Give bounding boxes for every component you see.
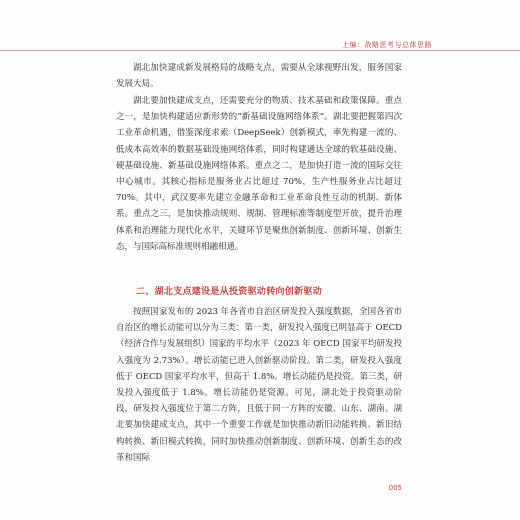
running-header: 上编：战略思考与总体思路	[342, 41, 432, 49]
paragraph: 湖北加快建成新发展格局的战略支点，需要从全球视野出发，服务国家发展大局。	[116, 63, 402, 90]
paragraph: 按照国家发布的 2023 年各省市自治区研发投入强度数据，全国各省市自治区的增长动能可以分为三类：第一类，研发投入强度已明显高于 OECD（经济合作与发展组织）国家的平均水平（2023 年 OECD 国家平均研发投入强度为 2.73%）。增长动能已进入创新驱动阶段。第二类，研发投入强度低于 OECD 国家平均水平，但高于 1.8%。增长动能仍是投资。第三类，研发投入强度低于 1.8%。增长动能仍是资源。可见，湖北处于投资驱动阶段，研发投入强度位于第二方阵，且低于同一方阵的安徽、山东、湖南。湖北要加快建成支点，其中一个重要工作就是加快推动新旧动能转换、新旧结构转换、新旧模式转换，同时加快推动创新制度、创新环境、创新生态的改革和国际	[116, 307, 402, 463]
paragraph: 湖北要加快建成支点，还需要充分的物质、技术基础和政策保障。重点之一，是加快构建适应新形势的“新基础设施网络体系”。湖北要把握第四次工业革命机遇，借鉴深度求索（DeepSeek）创新模式，率先构建一流的、低成本高效率的数据基础设施网络体系，同时构建通达全球的软基础设施、硬基础设施、新基础设施网络体系。重点之二，是加快打造一流的国际交往中心城市。其核心指标是服务业占比超过 70%，生产性服务业占比超过 70%。其中，武汉要率先建立金融革命和工业革命良性互动的机制、新体系。重点之三，是加快推动规则、规制、管理标准等制度型开放，提升治理体系和治理能力现代化水平，关键环节是聚焦创新制度、创新环境、创新生态，与国际高标准规则相融相通。	[116, 96, 402, 252]
section-heading: 二、湖北支点建设是从投资驱动转向创新驱动	[136, 287, 323, 297]
page-number: 005	[388, 484, 402, 492]
header-rule	[0, 50, 520, 51]
